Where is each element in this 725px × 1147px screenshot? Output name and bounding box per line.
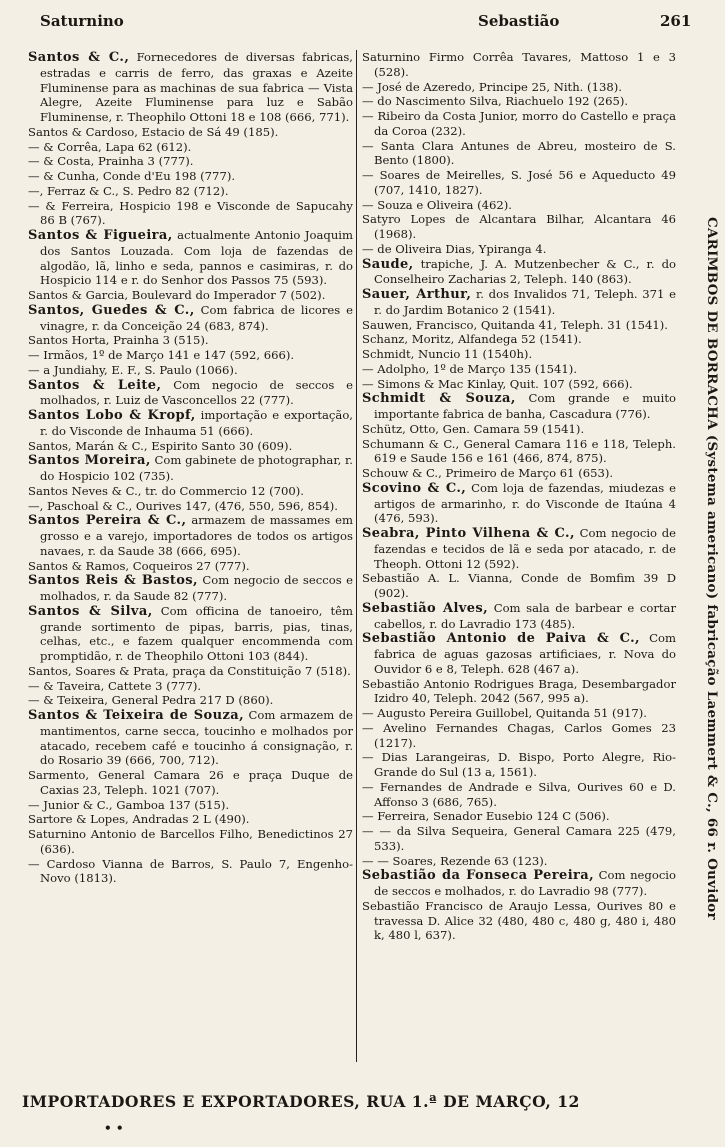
directory-entry xyxy=(362,362,676,377)
directory-entry xyxy=(28,348,353,363)
directory-entry xyxy=(28,664,353,679)
entry-text: Schanz, Moritz, Alfandega 52 (1541). xyxy=(362,332,582,347)
entry-text: — de Oliveira Dias, Ypiranga 4. xyxy=(362,241,547,256)
directory-entry xyxy=(28,228,353,288)
directory-entry xyxy=(28,408,353,439)
entry-text: — do Nascimento Silva, Riachuelo 192 (265). xyxy=(362,94,629,109)
entry-text: — Dias Larangeiras, D. Bispo, Porto Alegre, Rio-Grande do Sul (13 a, 1561). xyxy=(362,750,676,779)
directory-entry xyxy=(28,693,353,708)
entry-text: Com fabrica de licores e vinagre, r. da Conceição 24 (683, 874). xyxy=(40,302,353,333)
directory-entry xyxy=(362,80,676,95)
entry-text: — Irmãos, 1º de Março 141 e 147 (592, 666). xyxy=(28,348,295,362)
entry-text: Com grande e muito importante fabrica de banha, Cascadura (776). xyxy=(374,391,676,421)
directory-entry xyxy=(28,303,353,334)
directory-entry xyxy=(362,139,676,169)
directory-entry xyxy=(362,94,676,109)
entry-text: — & Ferreira, Hospicio 198 e Visconde de Sapucahy 86 B (767). xyxy=(28,198,353,228)
entry-text: — & Cunha, Conde d'Eu 198 (777). xyxy=(28,169,236,183)
header-left-guide-word: Saturnino xyxy=(40,12,124,30)
page-number: 261 xyxy=(660,12,692,30)
entry-text: — Ferreira, Senador Eusebio 124 C (506). xyxy=(362,809,610,824)
entry-text: — Santa Clara Antunes de Abreu, mosteiro de S. Bento (1800). xyxy=(362,138,676,168)
entry-text: Com armazem de mantimentos, carne secca, toucinho e molhados por atacado, recebem café e toucinho á consignação, r. do Rosario 39 (666, 700, 712). xyxy=(40,708,353,768)
entry-name: Saude, xyxy=(362,256,414,272)
entry-name: Santos & C., xyxy=(28,50,130,65)
entry-text: Com negocio de seccos e molhados, r. do Lavradio 98 (777). xyxy=(374,868,676,898)
directory-entry xyxy=(28,679,353,694)
entry-text: Sebastião A. L. Vianna, Conde de Bomfim 39 D (902). xyxy=(362,571,676,600)
entry-text: Santos & Ramos, Coqueiros 27 (777). xyxy=(28,558,250,573)
directory-entry xyxy=(28,484,353,499)
entry-text: Schouw & C., Primeiro de Março 61 (653). xyxy=(362,466,614,480)
entry-name: Santos Moreira, xyxy=(28,453,151,469)
directory-entry xyxy=(362,257,676,288)
entry-text: — Augusto Pereira Guillobel, Quitanda 51 (917). xyxy=(362,706,647,720)
entry-name: Santos & Figueira, xyxy=(28,228,173,243)
directory-entry xyxy=(362,526,676,571)
directory-entry xyxy=(362,347,676,362)
directory-entry xyxy=(362,318,676,333)
entry-text: —, Ferraz & C., S. Pedro 82 (712). xyxy=(28,183,229,198)
directory-entry xyxy=(28,154,353,169)
directory-entry xyxy=(362,601,676,632)
entry-text: r. dos Invalidos 71, Teleph. 371 e r. do Jardim Botanico 2 (1541). xyxy=(374,287,676,317)
entry-text: Santos Horta, Prainha 3 (515). xyxy=(28,333,209,348)
entry-text: — Soares de Meirelles, S. José 56 e Aqueducto 49 (707, 1410, 1827). xyxy=(362,168,676,197)
directory-entry xyxy=(28,559,353,574)
directory-entry xyxy=(362,899,676,943)
directory-entry xyxy=(28,604,353,664)
entry-text: Sebastião Francisco de Araujo Lessa, Ourives 80 e travessa D. Alice 32 (480, 480 c, 480 g, 480 i, 480 k, 480 l, 637). xyxy=(362,898,676,943)
entry-text: actualmente Antonio Joaquim dos Santos Louzada. Com loja de fazendas de algodão, lã, linho e seda, pannos e casimiras, r. do Hospicio 114 e r. do Senhor dos Passos 75 (593). xyxy=(40,228,353,288)
directory-entry xyxy=(362,287,676,318)
entry-name: Sebastião da Fonseca Pereira, xyxy=(362,868,595,884)
entry-text: Com loja de fazendas, miudezas e artigos de armarinho, r. do Visconde de Itaúna 4 (476, 593). xyxy=(374,480,676,526)
directory-entry xyxy=(362,677,676,707)
entry-text: — — Soares, Rezende 63 (123). xyxy=(362,853,548,868)
entry-text: Com gabinete de photographar, r. do Hospicio 102 (735). xyxy=(40,453,353,483)
footer-advertisement: IMPORTADORES E EXPORTADORES, RUA 1.ª DE MARÇO, 12 xyxy=(22,1092,580,1111)
entry-text: Satyro Lopes de Alcantara Bilhar, Alcantara 46 (1968). xyxy=(362,212,676,241)
entry-text: Com negocio de seccos e molhados, r. Luiz de Vasconcellos 22 (777). xyxy=(40,377,353,408)
entry-text: Santos, Soares & Prata, praça da Constituição 7 (518). xyxy=(28,663,351,678)
directory-entry xyxy=(28,50,353,125)
entry-text: Sauwen, Francisco, Quitanda 41, Teleph. 31 (1541). xyxy=(362,317,668,332)
directory-entry xyxy=(362,437,676,467)
directory-entry xyxy=(362,332,676,347)
directory-entry xyxy=(362,824,676,854)
entry-text: — & Teixeira, General Pedra 217 D (860). xyxy=(28,693,274,708)
directory-entry xyxy=(362,706,676,721)
directory-entry xyxy=(28,708,353,768)
entry-text: trapiche, J. A. Mutzenbecher & C., r. do Conselheiro Zacharias 2, Teleph. 140 (863). xyxy=(374,256,676,287)
directory-entry xyxy=(28,169,353,184)
entry-text: Santos Neves & C., tr. do Commercio 12 (700). xyxy=(28,483,304,498)
entry-name: Santos Lobo & Kropf, xyxy=(28,408,196,423)
directory-entry xyxy=(362,854,676,869)
footer-dots: • • xyxy=(104,1121,124,1135)
entry-text: Schmidt, Nuncio 11 (1540h). xyxy=(362,347,533,361)
entry-text: — Simons & Mac Kinlay, Quit. 107 (592, 666). xyxy=(362,376,633,391)
entry-text: Com sala de barbear e cortar cabellos, r. do Lavradio 173 (485). xyxy=(374,600,676,631)
header-right-guide-word: Sebastião xyxy=(478,12,560,30)
entry-text: Com officina de tanoeiro, têm grande sortimento de pipas, barris, pias, tinas, celhas, etc., e fazem qualquer encommenda com promptidão, r. de Theophilo Ottoni 103 (844). xyxy=(40,603,353,663)
directory-entry xyxy=(28,857,353,887)
directory-entry xyxy=(28,184,353,199)
entry-name: Schmidt & Souza, xyxy=(362,391,516,407)
column-divider xyxy=(356,50,357,1062)
directory-entry xyxy=(28,798,353,813)
directory-entry xyxy=(362,466,676,481)
entry-text: importação e exportação, r. do Visconde de Inhauma 51 (666). xyxy=(40,408,353,438)
left-column xyxy=(28,50,353,1065)
directory-entry xyxy=(362,571,676,601)
entry-name: Santos Reis & Bastos, xyxy=(28,573,198,589)
entry-text: — Adolpho, 1º de Março 135 (1541). xyxy=(362,361,578,376)
entry-name: Santos & Leite, xyxy=(28,377,162,393)
directory-entry xyxy=(28,363,353,378)
directory-entry xyxy=(362,391,676,422)
entry-text: — José de Azeredo, Principe 25, Nith. (138). xyxy=(362,79,622,94)
directory-entry xyxy=(28,812,353,827)
entry-text: Saturnino Firmo Corrêa Tavares, Mattoso 1 e 3 (528). xyxy=(362,50,676,79)
directory-entry xyxy=(28,288,353,303)
directory-entry xyxy=(28,140,353,155)
entry-text: — & Costa, Prainha 3 (777). xyxy=(28,154,194,169)
side-advertisement: CARIMBOS DE BORRACHA (Systema americano) fabricação Laemmert & C., 66 r. Ouvidor xyxy=(704,217,720,920)
entry-name: Santos & Silva, xyxy=(28,603,153,619)
entry-text: — Fernandes de Andrade e Silva, Ourives 60 e D. Affonso 3 (686, 765). xyxy=(362,779,676,809)
entry-text: Schumann & C., General Camara 116 e 118, Teleph. 619 e Saude 156 e 161 (466, 874, 875). xyxy=(362,436,676,466)
directory-entry xyxy=(28,439,353,454)
directory-entry xyxy=(28,453,353,484)
entry-text: Santos & Cardoso, Estacio de Sá 49 (185). xyxy=(28,124,279,139)
entry-name: Sebastião Alves, xyxy=(362,600,489,616)
entry-text: — & Corrêa, Lapa 62 (612). xyxy=(28,139,192,154)
entry-name: Santos Pereira & C., xyxy=(28,513,187,529)
entry-text: — Ribeiro da Costa Junior, morro do Castello e praça da Coroa (232). xyxy=(362,109,676,138)
directory-entry xyxy=(362,750,676,780)
entry-text: — — da Silva Sequeira, General Camara 225 (479, 533). xyxy=(362,824,676,853)
directory-entry xyxy=(362,631,676,676)
entry-name: Santos & Teixeira de Souza, xyxy=(28,708,245,723)
entry-text: —, Paschoal & C., Ourives 147, (476, 550, 596, 854). xyxy=(28,498,338,513)
right-column xyxy=(362,50,676,1065)
entry-text: Saturnino Antonio de Barcellos Filho, Benedictinos 27 (636). xyxy=(28,827,353,856)
entry-text: Santos, Marán & C., Espirito Santo 30 (609). xyxy=(28,438,293,453)
directory-entry xyxy=(28,125,353,140)
entry-text: Com negocio de fazendas e tecidos de lã e seda por atacado, r. de Theoph. Ottoni 12 (592). xyxy=(374,526,676,571)
directory-entry xyxy=(28,333,353,348)
directory-entry xyxy=(362,481,676,526)
entry-text: Santos & Garcia, Boulevard do Imperador 7 (502). xyxy=(28,288,326,302)
directory-entry xyxy=(362,50,676,80)
page-header xyxy=(30,12,690,38)
entry-text: armazem de massames em grosso e a varejo, importadores de todos os artigos navaes, r. da Saude 38 (666, 695). xyxy=(40,513,353,558)
directory-entry xyxy=(28,499,353,514)
entry-text: — & Taveira, Cattete 3 (777). xyxy=(28,678,202,693)
entry-text: Fornecedores de diversas fabricas, estradas e carris de ferro, das graxas e Azeite Fluminense para as machinas de sua fabrica — Vista Alegre, Azeite Fluminense para luz e Sabão Fluminense, r. Theophilo Ottoni 18 e 108 (666, 771). xyxy=(40,50,353,124)
entry-text: Schütz, Otto, Gen. Camara 59 (1541). xyxy=(362,421,585,436)
entry-text: — Cardoso Vianna de Barros, S. Paulo 7, Engenho-Novo (1813). xyxy=(28,856,353,886)
entry-text: Sarmento, General Camara 26 e praça Duque de Caxias 23, Teleph. 1021 (707). xyxy=(28,768,353,797)
entry-text: — Avelino Fernandes Chagas, Carlos Gomes 23 (1217). xyxy=(362,720,676,750)
entry-name: Sauer, Arthur, xyxy=(362,287,472,302)
entry-name: Sebastião Antonio de Paiva & C., xyxy=(362,631,640,647)
directory-entry xyxy=(362,422,676,437)
entry-text: — Souza e Oliveira (462). xyxy=(362,197,512,212)
directory-entry xyxy=(362,868,676,899)
entry-text: Com negocio de seccos e molhados, r. da Saude 82 (777). xyxy=(40,573,353,603)
directory-entry xyxy=(362,780,676,810)
entry-text: Sebastião Antonio Rodrigues Braga, Desembargador Izidro 40, Teleph. 2042 (567, 995 a). xyxy=(362,676,676,706)
directory-entry xyxy=(362,377,676,392)
directory-entry xyxy=(362,198,676,213)
entry-text: Sartore & Lopes, Andradas 2 L (490). xyxy=(28,812,250,827)
entry-text: — a Jundiahy, E. F., S. Paulo (1066). xyxy=(28,362,238,377)
directory-entry xyxy=(28,573,353,604)
directory-entry xyxy=(28,378,353,409)
directory-entry xyxy=(362,809,676,824)
directory-entry xyxy=(28,827,353,857)
directory-entry xyxy=(28,768,353,798)
directory-entry xyxy=(362,168,676,198)
entry-name: Santos, Guedes & C., xyxy=(28,302,195,318)
directory-entry xyxy=(362,212,676,242)
entry-name: Seabra, Pinto Vilhena & C., xyxy=(362,526,575,541)
directory-entry xyxy=(362,109,676,139)
entry-text: — Junior & C., Gamboa 137 (515). xyxy=(28,797,230,812)
directory-entry xyxy=(28,199,353,229)
directory-entry xyxy=(362,721,676,751)
directory-entry xyxy=(28,513,353,558)
directory-entry xyxy=(362,242,676,257)
entry-text: Com fabrica de aguas gazosas artificiaes, r. Nova do Ouvidor 6 e 8, Teleph. 628 (467 a). xyxy=(374,631,676,676)
entry-name: Scovino & C., xyxy=(362,480,467,496)
